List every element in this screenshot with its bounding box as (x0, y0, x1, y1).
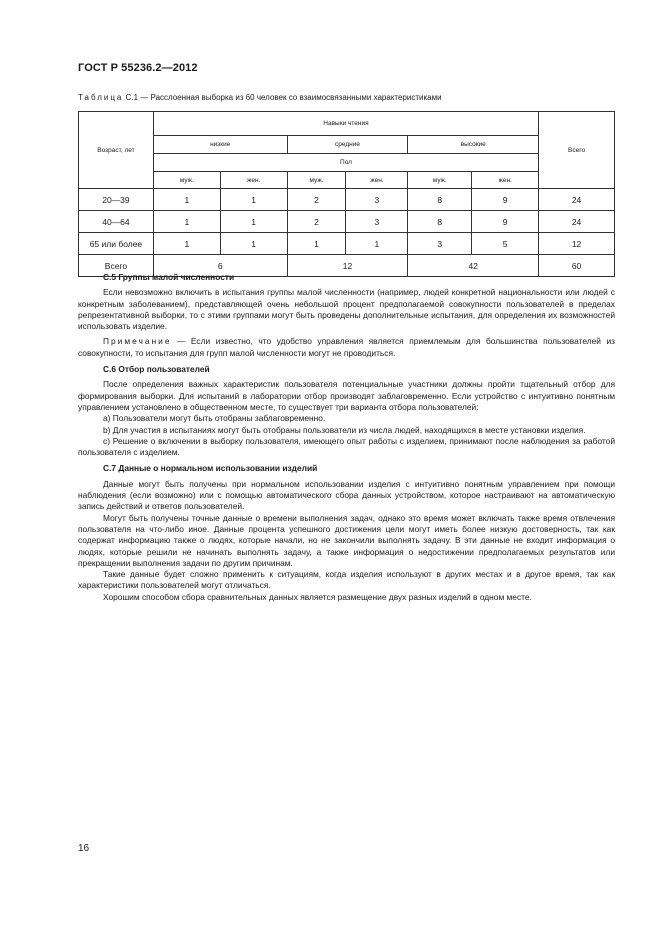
table-cell: 1 (346, 233, 408, 255)
header-sex-cell: жен. (346, 172, 408, 189)
note-paragraph (78, 336, 615, 359)
table-cell: 9 (472, 211, 539, 233)
table-row (79, 211, 615, 233)
table-cell: 1 (220, 189, 287, 211)
table-cell: 3 (346, 189, 408, 211)
row-total: 12 (539, 233, 615, 255)
table-cell: 3 (346, 211, 408, 233)
table-cell: 2 (287, 211, 346, 233)
section-c6-item-c: c) Решение о включении в выборку пользователя, имеющего опыт работы с изделием, принимают после наблюдения за работой пользователя с изделием. (78, 435, 615, 458)
header-sex: Пол (153, 154, 538, 172)
section-c6-paragraph: После определения важных характеристик пользователя потенциальные участники должны пройти тщательный отбор для формирования выборки. Для испытаний в лаборатории отбор производят заблаговременно. Если устройство с интуитивно понятным управлением установлено в общественном месте, то существует три варианта отбора пользователей: (78, 379, 615, 412)
totals-high: 42 (408, 255, 539, 277)
header-sex-cell: муж. (153, 172, 220, 189)
table-cell: 2 (287, 189, 346, 211)
header-sex-cell: жен. (472, 172, 539, 189)
header-level-mid: средние (287, 136, 408, 154)
table-cell: 9 (472, 189, 539, 211)
table-cell: 1 (153, 189, 220, 211)
totals-label: Всего (79, 255, 154, 277)
header-sex-cell: жен. (220, 172, 287, 189)
header-sex-cell: муж. (287, 172, 346, 189)
note-text: — Если известно, что удобство управления является приемлемым для большинства пользователей из совокупности, то испытания для групп малой численности могут не проводиться. (78, 336, 615, 358)
header-total: Всего (539, 112, 615, 189)
row-total: 24 (539, 189, 615, 211)
table-cell: 1 (153, 233, 220, 255)
row-label: 65 или более (79, 233, 154, 255)
table-cell: 1 (153, 211, 220, 233)
section-c6-item-b: b) Для участия в испытаниях могут быть отобраны пользователи из числа людей, находящихся в месте установки изделия. (103, 424, 586, 435)
table-cell: 1 (220, 233, 287, 255)
header-level-high: высокие (408, 136, 539, 154)
table-cell: 8 (408, 211, 472, 233)
row-label: 20—39 (79, 189, 154, 211)
section-c7-paragraph: Такие данные будет сложно применить к ситуациям, когда изделия используют в других местах и в другое время, так как характеристики пользователей могут отличаться. (78, 569, 615, 591)
section-c5-paragraph: Если невозможно включить в испытания группы малой численности (например, людей конкретной национальности или людей с конкретным заболеванием), представляющей очень небольшой процент предполагаемой совокупности пользователей в пределах репрезентативной выборки, то с этими группами могут быть проведены дополнительные испытания, для определения их возможностей использовать изделие. (78, 287, 615, 332)
page-number: 16 (78, 843, 90, 854)
table-caption (78, 93, 598, 102)
section-c6-title: С.6 Отбор пользователей (103, 364, 210, 375)
row-total: 24 (539, 211, 615, 233)
row-label: 40—64 (79, 211, 154, 233)
header-reading-skills: Навыки чтения (153, 112, 538, 136)
table-row (79, 233, 615, 255)
totals-low: 6 (153, 255, 287, 277)
section-c7-title: С.7 Данные о нормальном использовании изделий (103, 463, 318, 474)
totals-all: 60 (539, 255, 615, 277)
stratified-sample-table (78, 111, 615, 277)
header-level-low: низкие (153, 136, 287, 154)
section-c7-paragraph: Хорошим способом сбора сравнительных данных является размещение двух разных изделий в одном месте. (103, 591, 532, 602)
section-c6-item-a: a) Пользователи могут быть отобраны заблаговременно. (103, 413, 326, 424)
table-cell: 5 (472, 233, 539, 255)
totals-mid: 12 (287, 255, 408, 277)
table-cell: 1 (220, 211, 287, 233)
note-label: Примечание (103, 336, 172, 347)
table-cell: 3 (408, 233, 472, 255)
table-cell: 1 (287, 233, 346, 255)
header-sex-cell: муж. (408, 172, 472, 189)
table-cell: 8 (408, 189, 472, 211)
document-body (78, 272, 615, 603)
table-row (79, 189, 615, 211)
table-caption-label: Таблица (78, 93, 124, 102)
section-c5-title: С.5 Группы малой численности (103, 272, 235, 282)
section-c7-paragraph: Данные могут быть получены при нормальном использовании изделия с интуитивно понятным управлением при помощи наблюдения (если возможно) или с помощью автоматического сбора данных устройством, которое настраивают на автоматическую запись действий и ответов пользователей. (78, 478, 615, 512)
table-caption-text: С.1 — Расслоенная выборка из 60 человек со взаимосвязанными характеристиками (125, 93, 442, 102)
header-age: Возраст, лет (79, 112, 154, 189)
document-header: ГОСТ Р 55236.2—2012 (78, 62, 198, 74)
section-c7-paragraph: Могут быть получены точные данные о времени выполнения задач, однако это время может включать также время отвлечения пользователя на что-либо иное. Данные процента успешного достижения цели могут иметь более низкую достоверность, так как содержат информацию также о людях, которые начали, но не закончили выполнять задачу. В эти данные не входит информация о людях, которые решили не начинать выполнять задачу, а также информация о недостижении предполагаемых результатов или прекращении выполнения задачи по другим причинам. (78, 512, 615, 568)
